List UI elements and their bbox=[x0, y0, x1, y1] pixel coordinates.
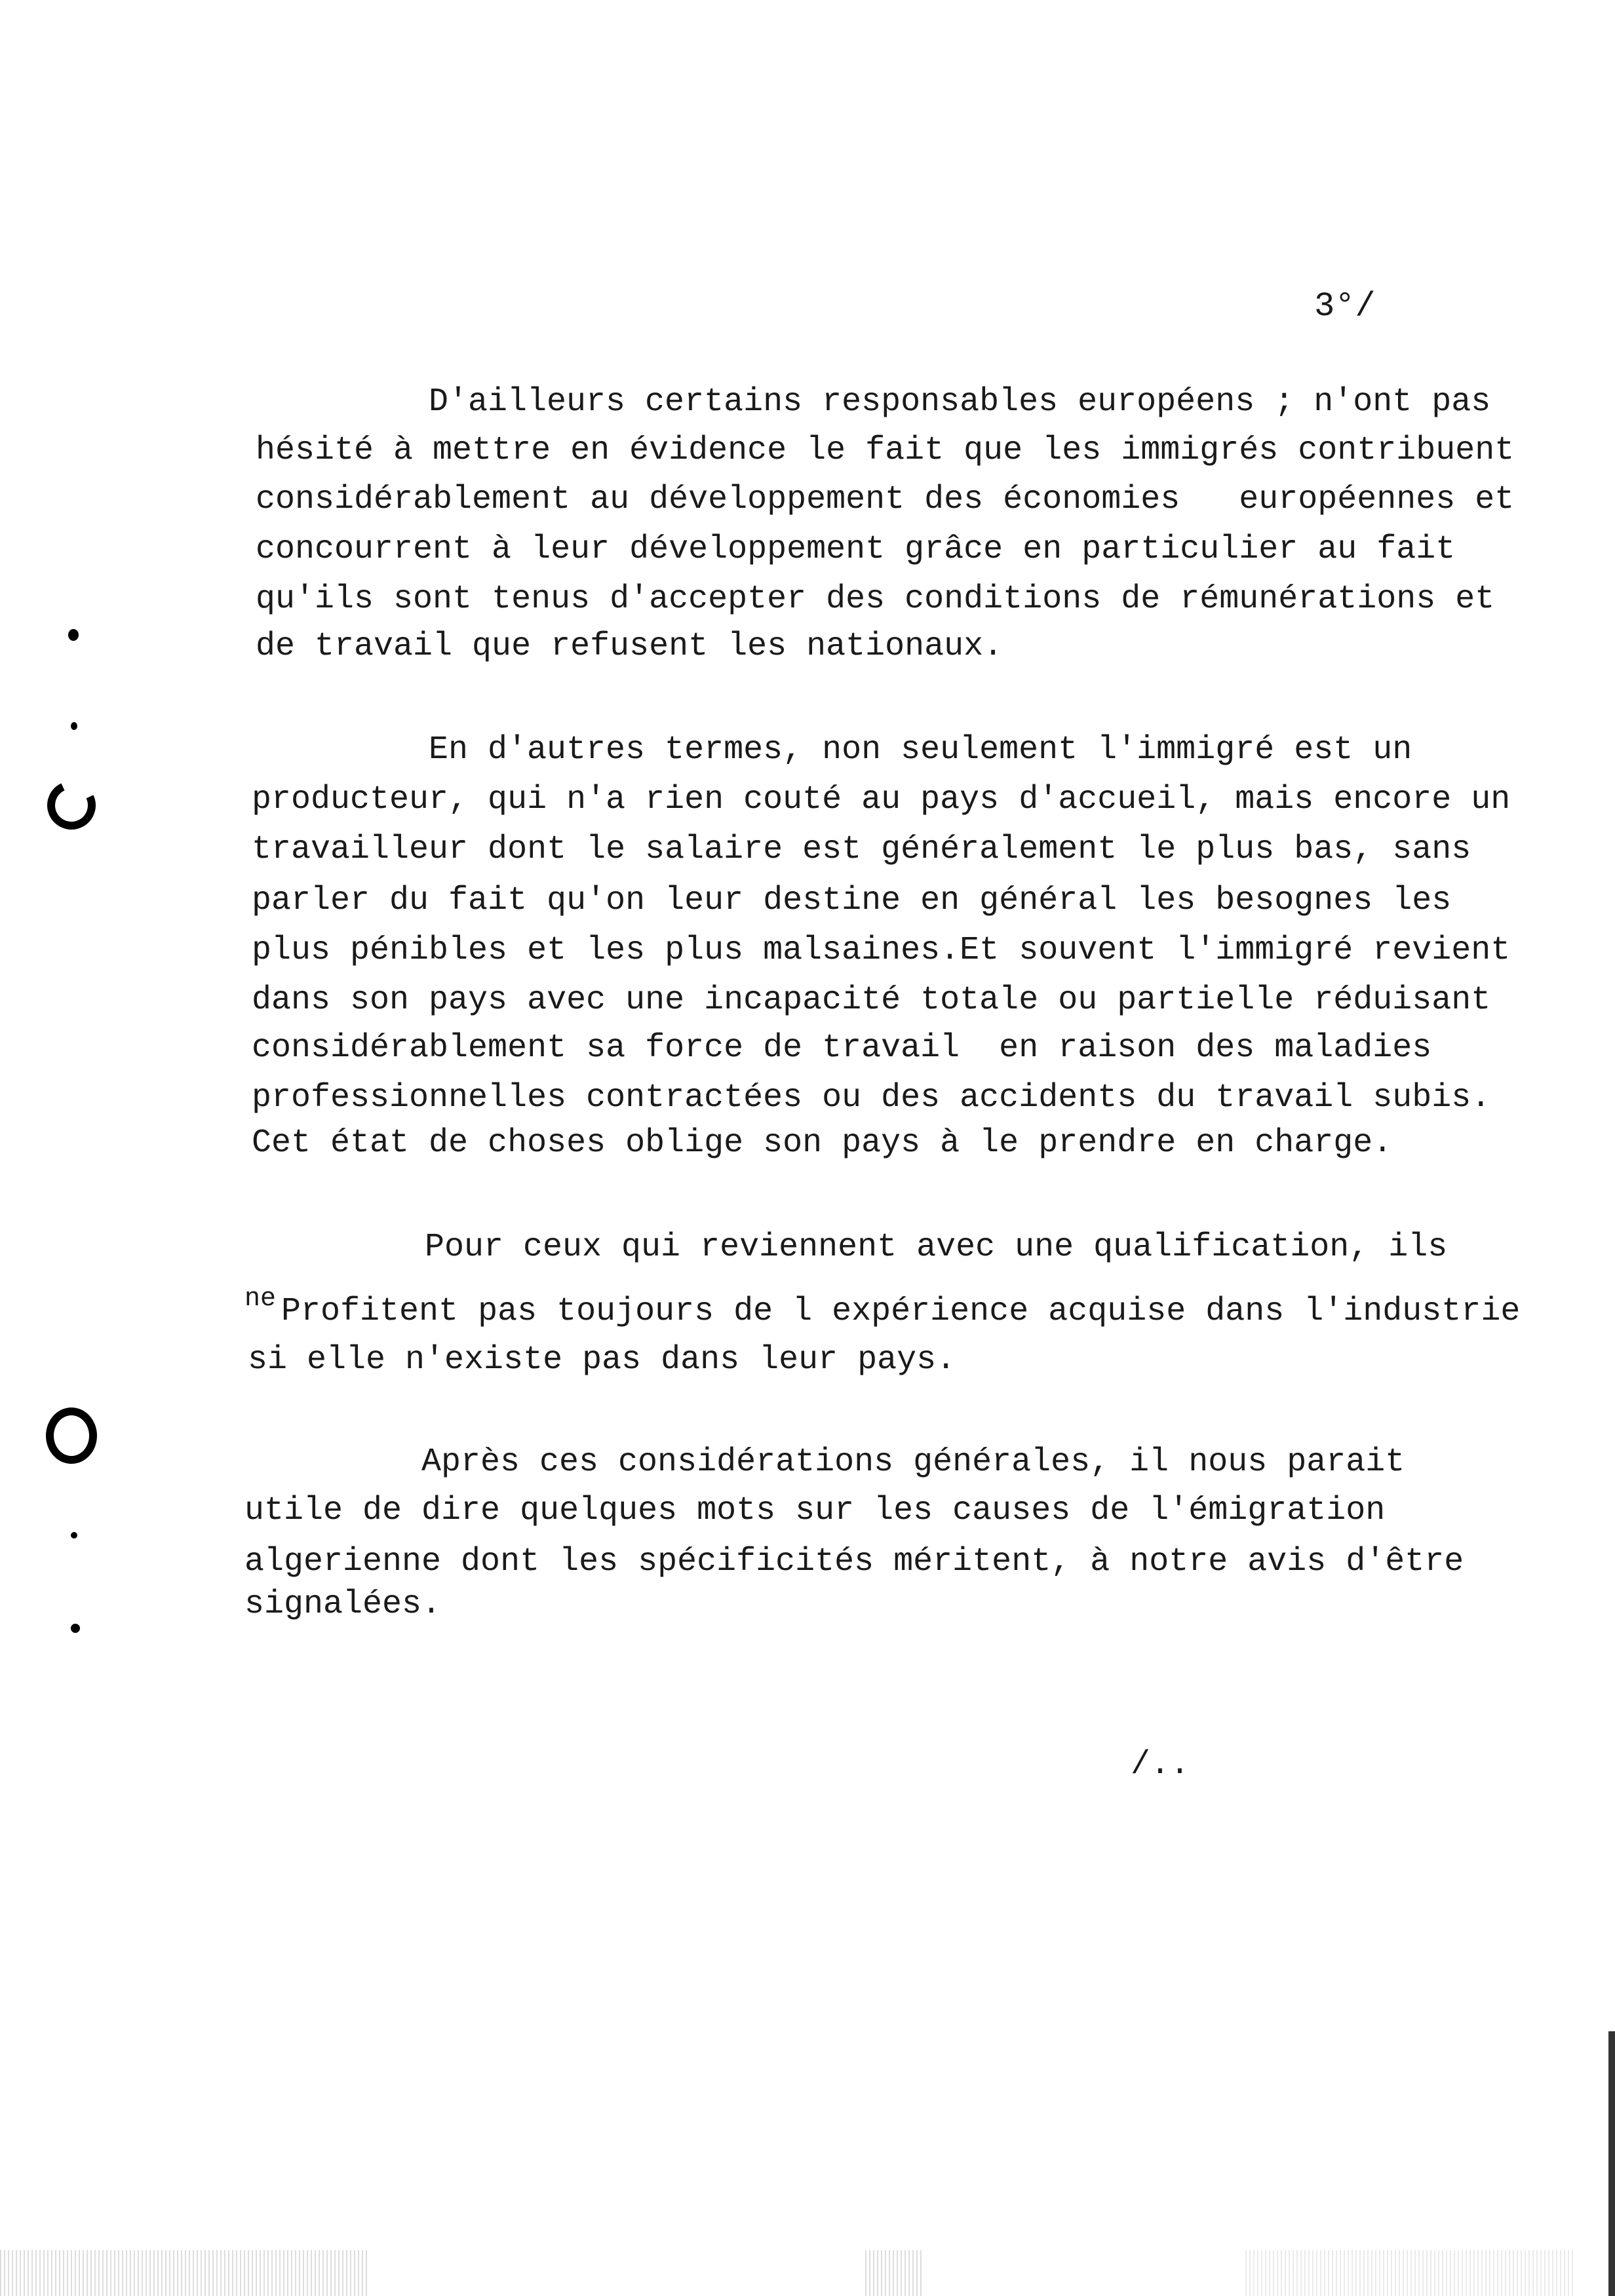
text-line: Pour ceux qui reviennent avec une qualification, ils bbox=[425, 1229, 1448, 1266]
margin-dot bbox=[71, 1532, 77, 1539]
scan-edge bbox=[1608, 2031, 1615, 2296]
superscript-insert: ne bbox=[244, 1284, 277, 1314]
scan-noise bbox=[0, 2250, 367, 2296]
text-line: hésité à mettre en évidence le fait que les immigrés contribuent bbox=[256, 432, 1515, 469]
text-line: Après ces considérations générales, il nous parait bbox=[421, 1444, 1405, 1481]
text-line: si elle n'existe pas dans leur pays. bbox=[248, 1341, 956, 1379]
scan-noise bbox=[865, 2250, 924, 2296]
text-line: Cet état de choses oblige son pays à le prendre en charge. bbox=[252, 1124, 1393, 1162]
text-line-content: Profitent pas toujours de l expérience acquise dans l'industrie bbox=[281, 1293, 1521, 1330]
margin-dot bbox=[71, 1624, 80, 1633]
scan-noise bbox=[1245, 2250, 1573, 2296]
text-line: de travail que refusent les nationaux. bbox=[256, 628, 1003, 665]
margin-dot bbox=[68, 629, 79, 641]
text-line: considérablement sa force de travail en raison des maladies bbox=[252, 1029, 1432, 1067]
text-line: professionnelles contractées ou des accidents du travail subis. bbox=[252, 1079, 1491, 1117]
text-line: D'ailleurs certains responsables européens ; n'ont pas bbox=[429, 383, 1491, 421]
text-line: plus pénibles et les plus malsaines.Et souvent l'immigré revient bbox=[252, 932, 1511, 969]
text-line: En d'autres termes, non seulement l'immigré est un bbox=[429, 731, 1412, 769]
text-line: qu'ils sont tenus d'accepter des conditions de rémunérations et bbox=[256, 581, 1495, 618]
text-line: travailleur dont le salaire est généralement le plus bas, sans bbox=[252, 831, 1471, 868]
text-line: utile de dire quelques mots sur les causes de l'émigration bbox=[244, 1492, 1386, 1529]
text-line: producteur, qui n'a rien couté au pays d'accueil, mais encore un bbox=[252, 781, 1511, 818]
text-line: concourrent à leur développement grâce en particulier au fait bbox=[256, 531, 1456, 568]
text-line: parler du fait qu'on leur destine en général les besognes les bbox=[252, 882, 1452, 919]
page-number: 3°/ bbox=[1314, 287, 1376, 326]
text-line bbox=[244, 1284, 1521, 1333]
punch-hole-mark bbox=[46, 1407, 97, 1464]
continuation-mark: /.. bbox=[1131, 1746, 1190, 1784]
text-line: dans son pays avec une incapacité totale ou partielle réduisant bbox=[252, 982, 1491, 1019]
margin-dot bbox=[71, 722, 77, 730]
text-line: considérablement au développement des économies européennes et bbox=[256, 481, 1515, 518]
text-line: signalées. bbox=[244, 1586, 442, 1623]
punch-hole-mark bbox=[41, 775, 103, 837]
text-line: algerienne dont les spécificités méritent, à notre avis d'être bbox=[244, 1543, 1464, 1580]
